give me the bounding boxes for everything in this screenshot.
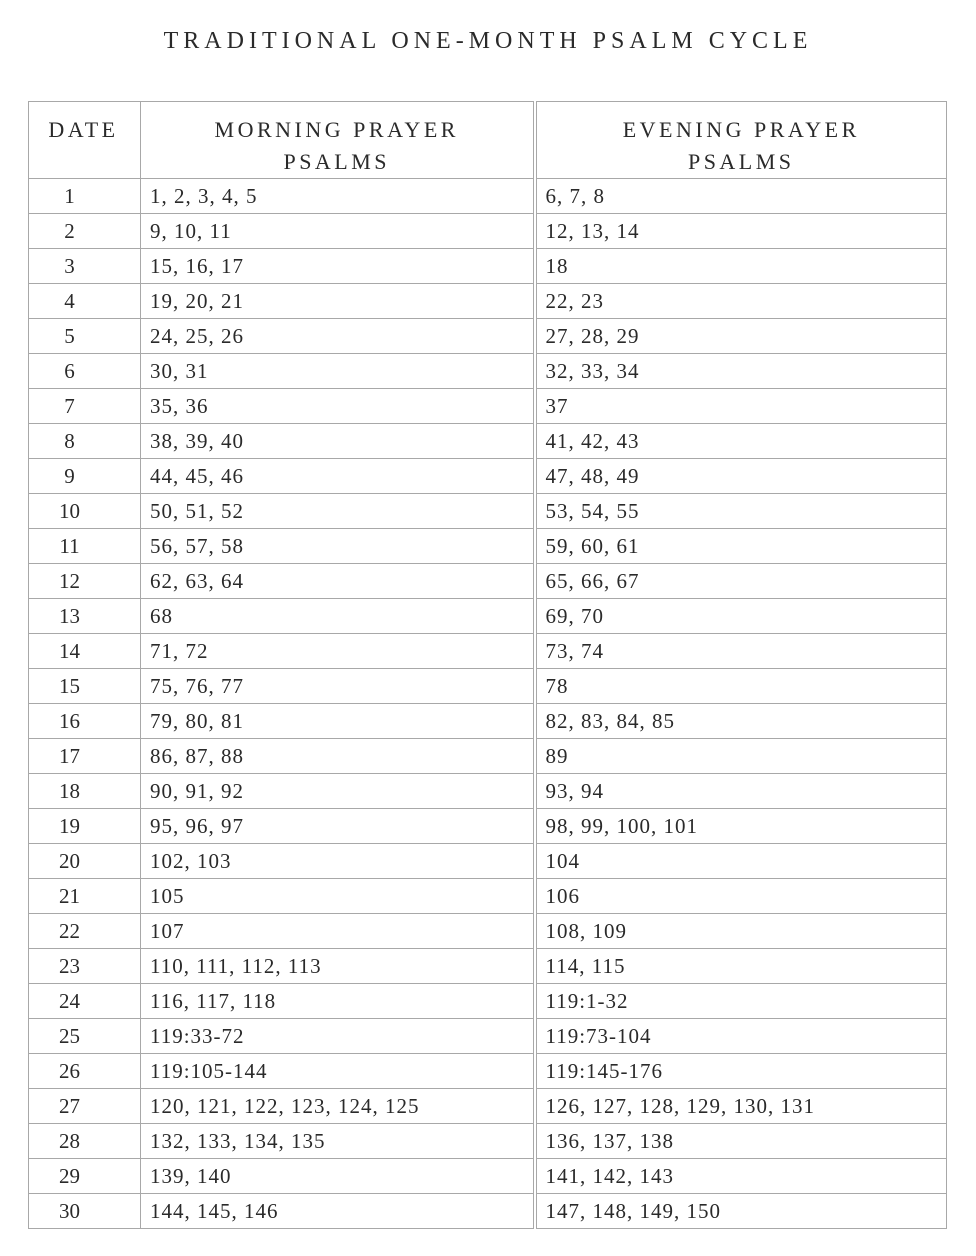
evening-psalms-cell: 141, 142, 143: [535, 1159, 947, 1194]
psalm-cycle-table: [28, 101, 947, 1229]
date-cell: 21: [29, 879, 141, 914]
morning-psalms-cell: 110, 111, 112, 113: [141, 949, 535, 984]
evening-psalms-cell: 126, 127, 128, 129, 130, 131: [535, 1089, 947, 1124]
evening-psalms-cell: 108, 109: [535, 914, 947, 949]
table-row: [29, 459, 947, 494]
date-cell: 14: [29, 634, 141, 669]
date-cell: 20: [29, 844, 141, 879]
table-row: [29, 844, 947, 879]
morning-psalms-cell: 79, 80, 81: [141, 704, 535, 739]
evening-psalms-cell: 65, 66, 67: [535, 564, 947, 599]
date-cell: 29: [29, 1159, 141, 1194]
evening-header-line2: PSALMS: [687, 149, 795, 174]
date-cell: 22: [29, 914, 141, 949]
morning-psalms-cell: 144, 145, 146: [141, 1194, 535, 1229]
date-cell: 16: [29, 704, 141, 739]
date-header-label: DATE: [48, 117, 119, 142]
evening-psalms-cell: 32, 33, 34: [535, 354, 947, 389]
evening-psalms-cell: 89: [535, 739, 947, 774]
date-cell: 18: [29, 774, 141, 809]
date-cell: 7: [29, 389, 141, 424]
evening-psalms-cell: 119:145-176: [535, 1054, 947, 1089]
date-cell: 25: [29, 1019, 141, 1054]
date-cell: 2: [29, 214, 141, 249]
morning-psalms-cell: 120, 121, 122, 123, 124, 125: [141, 1089, 535, 1124]
table-row: [29, 529, 947, 564]
evening-psalms-cell: 104: [535, 844, 947, 879]
morning-psalms-cell: 139, 140: [141, 1159, 535, 1194]
morning-psalms-cell: 68: [141, 599, 535, 634]
table-row: [29, 1159, 947, 1194]
table-row: [29, 809, 947, 844]
table-row: [29, 634, 947, 669]
table-row: [29, 879, 947, 914]
table-row: [29, 599, 947, 634]
date-cell: 26: [29, 1054, 141, 1089]
date-cell: 23: [29, 949, 141, 984]
evening-column-header: [535, 102, 947, 179]
table-row: [29, 319, 947, 354]
morning-psalms-cell: 1, 2, 3, 4, 5: [141, 179, 535, 214]
morning-psalms-cell: 95, 96, 97: [141, 809, 535, 844]
date-cell: 15: [29, 669, 141, 704]
date-cell: 27: [29, 1089, 141, 1124]
evening-psalms-cell: 69, 70: [535, 599, 947, 634]
morning-psalms-cell: 119:105-144: [141, 1054, 535, 1089]
morning-psalms-cell: 15, 16, 17: [141, 249, 535, 284]
table-row: [29, 704, 947, 739]
morning-psalms-cell: 50, 51, 52: [141, 494, 535, 529]
table-row: [29, 914, 947, 949]
evening-psalms-cell: 98, 99, 100, 101: [535, 809, 947, 844]
evening-psalms-cell: 106: [535, 879, 947, 914]
evening-psalms-cell: 6, 7, 8: [535, 179, 947, 214]
evening-psalms-cell: 147, 148, 149, 150: [535, 1194, 947, 1229]
date-cell: 11: [29, 529, 141, 564]
morning-psalms-cell: 38, 39, 40: [141, 424, 535, 459]
morning-psalms-cell: 19, 20, 21: [141, 284, 535, 319]
evening-psalms-cell: 114, 115: [535, 949, 947, 984]
morning-psalms-cell: 116, 117, 118: [141, 984, 535, 1019]
morning-psalms-cell: 62, 63, 64: [141, 564, 535, 599]
morning-psalms-cell: 102, 103: [141, 844, 535, 879]
page-title: TRADITIONAL ONE-MONTH PSALM CYCLE: [163, 28, 813, 54]
date-cell: 1: [29, 179, 141, 214]
date-cell: 30: [29, 1194, 141, 1229]
table-row: [29, 669, 947, 704]
date-cell: 6: [29, 354, 141, 389]
date-cell: 10: [29, 494, 141, 529]
table-row: [29, 284, 947, 319]
date-cell: 8: [29, 424, 141, 459]
evening-psalms-cell: 73, 74: [535, 634, 947, 669]
morning-psalms-cell: 132, 133, 134, 135: [141, 1124, 535, 1159]
morning-psalms-cell: 44, 45, 46: [141, 459, 535, 494]
evening-psalms-cell: 119:73-104: [535, 1019, 947, 1054]
table-row: [29, 249, 947, 284]
table-row: [29, 564, 947, 599]
evening-psalms-cell: 22, 23: [535, 284, 947, 319]
evening-psalms-cell: 119:1-32: [535, 984, 947, 1019]
table-row: [29, 494, 947, 529]
table-row: [29, 1124, 947, 1159]
evening-psalms-cell: 37: [535, 389, 947, 424]
date-cell: 13: [29, 599, 141, 634]
morning-psalms-cell: 9, 10, 11: [141, 214, 535, 249]
evening-psalms-cell: 82, 83, 84, 85: [535, 704, 947, 739]
evening-psalms-cell: 53, 54, 55: [535, 494, 947, 529]
table-row: [29, 214, 947, 249]
table-row: [29, 424, 947, 459]
morning-psalms-cell: 35, 36: [141, 389, 535, 424]
evening-psalms-cell: 78: [535, 669, 947, 704]
table-row: [29, 1089, 947, 1124]
morning-psalms-cell: 56, 57, 58: [141, 529, 535, 564]
date-cell: 3: [29, 249, 141, 284]
evening-psalms-cell: 18: [535, 249, 947, 284]
table-row: [29, 1194, 947, 1229]
morning-header-line2: PSALMS: [283, 149, 391, 174]
table-row: [29, 774, 947, 809]
evening-header-line1: EVENING PRAYER: [622, 117, 860, 142]
date-cell: 24: [29, 984, 141, 1019]
evening-psalms-cell: 59, 60, 61: [535, 529, 947, 564]
date-cell: 17: [29, 739, 141, 774]
date-cell: 9: [29, 459, 141, 494]
table-header-row: [29, 102, 947, 179]
table-row: [29, 984, 947, 1019]
date-cell: 19: [29, 809, 141, 844]
evening-psalms-cell: 136, 137, 138: [535, 1124, 947, 1159]
date-cell: 12: [29, 564, 141, 599]
date-cell: 28: [29, 1124, 141, 1159]
morning-header-line1: MORNING PRAYER: [214, 117, 459, 142]
table-row: [29, 354, 947, 389]
morning-psalms-cell: 90, 91, 92: [141, 774, 535, 809]
table-body: [29, 179, 947, 1229]
date-cell: 4: [29, 284, 141, 319]
morning-psalms-cell: 30, 31: [141, 354, 535, 389]
table-row: [29, 179, 947, 214]
evening-psalms-cell: 27, 28, 29: [535, 319, 947, 354]
morning-psalms-cell: 86, 87, 88: [141, 739, 535, 774]
morning-psalms-cell: 105: [141, 879, 535, 914]
evening-psalms-cell: 93, 94: [535, 774, 947, 809]
table-row: [29, 739, 947, 774]
table-row: [29, 389, 947, 424]
morning-psalms-cell: 24, 25, 26: [141, 319, 535, 354]
date-cell: 5: [29, 319, 141, 354]
morning-psalms-cell: 107: [141, 914, 535, 949]
evening-psalms-cell: 47, 48, 49: [535, 459, 947, 494]
evening-psalms-cell: 12, 13, 14: [535, 214, 947, 249]
evening-psalms-cell: 41, 42, 43: [535, 424, 947, 459]
table-row: [29, 1054, 947, 1089]
date-column-header: [29, 102, 141, 179]
morning-psalms-cell: 71, 72: [141, 634, 535, 669]
table-row: [29, 1019, 947, 1054]
table-row: [29, 949, 947, 984]
morning-column-header: [141, 102, 535, 179]
morning-psalms-cell: 75, 76, 77: [141, 669, 535, 704]
morning-psalms-cell: 119:33-72: [141, 1019, 535, 1054]
